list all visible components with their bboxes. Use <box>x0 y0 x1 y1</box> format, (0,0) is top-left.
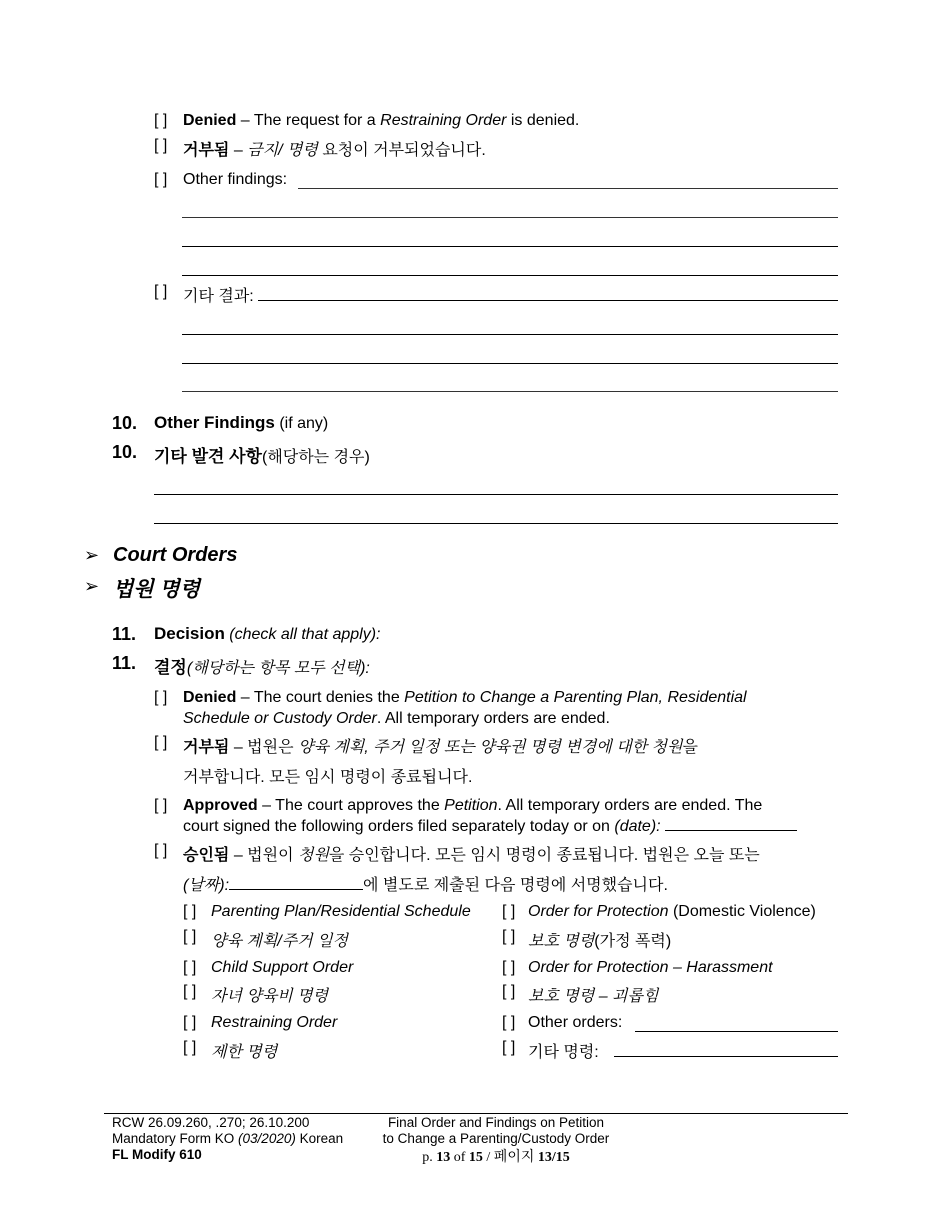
decision-denied-en-line1: Denied – The court denies the Petition to Change a Parenting Plan, Residential <box>183 689 747 706</box>
checkbox-decision-approved-en[interactable]: [ ] <box>154 797 168 814</box>
checkbox-order-harassment[interactable]: [ ] <box>502 959 516 976</box>
court-orders-heading-ko: 법원 명령 <box>113 578 200 601</box>
other-orders-ko: 기타 명령: <box>528 1044 599 1061</box>
checkbox-other-orders[interactable]: [ ] <box>502 1014 516 1031</box>
section-10-title-ko: 기타 발견 사항(해당하는 경우) <box>154 447 370 466</box>
decision-approved-en-line2: court signed the following orders filed separately today or on (date): <box>183 818 797 836</box>
checkbox-restraining-order-ko[interactable]: [ ] <box>183 1039 197 1056</box>
checkbox-decision-approved-ko[interactable]: [ ] <box>154 842 168 859</box>
order-protection-ko: 보호 명령(가정 폭력) <box>528 933 672 950</box>
decision-denied-ko-line1: 거부됨 – 법원은 양육 계획, 주거 일정 또는 양육권 명령 변경에 대한 청원을 <box>183 739 698 756</box>
court-orders-heading-en: Court Orders <box>113 544 238 566</box>
other-findings-ko-line[interactable] <box>182 334 838 335</box>
checkbox-other-findings-en[interactable]: [ ] <box>154 171 168 188</box>
order-protection-en: Order for Protection (Domestic Violence) <box>528 903 816 920</box>
section-10-line[interactable] <box>154 523 838 524</box>
footer-left <box>112 1115 343 1163</box>
checkbox-parenting-plan-ko[interactable]: [ ] <box>183 928 197 945</box>
checkbox-decision-denied-en[interactable]: [ ] <box>154 689 168 706</box>
section-11-title-en: Decision (check all that apply): <box>154 624 381 643</box>
other-findings-ko-line[interactable] <box>258 300 838 301</box>
other-findings-ko-line[interactable] <box>182 363 838 364</box>
checkbox-child-support[interactable]: [ ] <box>183 959 197 976</box>
other-findings-line[interactable] <box>298 188 838 189</box>
checkbox-parenting-plan[interactable]: [ ] <box>183 903 197 920</box>
other-findings-line[interactable] <box>182 217 838 218</box>
parenting-plan-ko: 양육 계획/주거 일정 <box>211 933 348 950</box>
footer-page: p. 13 of 15 / 페이지 13/15 <box>422 1150 570 1165</box>
other-orders-en: Other orders: <box>528 1014 623 1031</box>
checkbox-denied-ko[interactable]: [ ] <box>154 137 168 154</box>
section-11-number: 11. <box>112 624 137 644</box>
order-harassment-en: Order for Protection – Harassment <box>528 959 773 976</box>
footer-center <box>378 1115 614 1166</box>
footer-title-2: to Change a Parenting/Custody Order <box>382 1131 610 1146</box>
footer-title-1: Final Order and Findings on Petition <box>387 1115 605 1130</box>
other-findings-en-label: Other findings: <box>183 171 288 188</box>
parenting-plan-en: Parenting Plan/Residential Schedule <box>211 903 471 920</box>
checkbox-decision-denied-ko[interactable]: [ ] <box>154 734 168 751</box>
checkbox-restraining-order[interactable]: [ ] <box>183 1014 197 1031</box>
footer-form-id: FL Modify 610 <box>112 1147 202 1162</box>
other-findings-line[interactable] <box>182 275 838 276</box>
decision-approved-ko-line1: 승인됨 – 법원이 청원을 승인합니다. 모든 임시 명령이 종료됩니다. 법원은 오늘 또는 <box>183 847 760 864</box>
denied-ko-text: 거부됨 – 금지/ 명령 요청이 거부되었습니다. <box>183 142 486 159</box>
checkbox-other-findings-ko[interactable]: [ ] <box>154 283 168 300</box>
other-findings-line[interactable] <box>182 246 838 247</box>
child-support-ko: 자녀 양육비 명령 <box>211 988 329 1005</box>
decision-denied-en-line2: Schedule or Custody Order. All temporary orders are ended. <box>183 710 610 727</box>
section-10-number: 10. <box>112 413 138 433</box>
approved-date-field[interactable] <box>665 830 797 831</box>
arrow-bullet-icon: ➢ <box>84 576 100 596</box>
other-findings-ko-label: 기타 결과: <box>183 288 254 305</box>
footer-form: Mandatory Form KO (03/2020) Korean <box>112 1131 344 1146</box>
approved-date-field-ko[interactable] <box>229 889 363 890</box>
checkbox-denied-en[interactable]: [ ] <box>154 112 168 129</box>
other-orders-line[interactable] <box>635 1031 838 1032</box>
checkbox-order-protection[interactable]: [ ] <box>502 903 516 920</box>
decision-approved-en-line1: Approved – The court approves the Petition. All temporary orders are ended. The <box>183 797 763 814</box>
order-harassment-ko: 보호 명령 – 괴롭힘 <box>528 988 659 1005</box>
section-11-title-ko: 결정(해당하는 항목 모두 선택): <box>154 658 370 677</box>
other-orders-ko-line[interactable] <box>614 1056 838 1057</box>
footer-rule <box>104 1113 848 1114</box>
checkbox-other-orders-ko[interactable]: [ ] <box>502 1039 516 1056</box>
checkbox-order-harassment-ko[interactable]: [ ] <box>502 983 516 1000</box>
restraining-order-en: Restraining Order <box>211 1014 338 1031</box>
child-support-en: Child Support Order <box>211 959 354 976</box>
decision-approved-ko-line2: (날짜): 에 별도로 제출된 다음 명령에 서명했습니다. <box>183 877 668 894</box>
section-11-number-ko: 11. <box>112 653 137 673</box>
decision-denied-ko-line2: 거부합니다. 모든 임시 명령이 종료됩니다. <box>183 769 473 786</box>
section-10-number-ko: 10. <box>112 442 138 462</box>
arrow-bullet-icon: ➢ <box>84 545 100 565</box>
footer-rcw: RCW 26.09.260, .270; 26.10.200 <box>112 1115 310 1130</box>
section-10-line[interactable] <box>154 494 838 495</box>
checkbox-child-support-ko[interactable]: [ ] <box>183 983 197 1000</box>
checkbox-order-protection-ko[interactable]: [ ] <box>502 928 516 945</box>
denied-en-text: Denied – The request for a Restraining Order is denied. <box>183 112 580 129</box>
restraining-order-ko: 제한 명령 <box>211 1044 278 1061</box>
other-findings-ko-line[interactable] <box>182 391 838 392</box>
section-10-title-en: Other Findings (if any) <box>154 413 329 432</box>
